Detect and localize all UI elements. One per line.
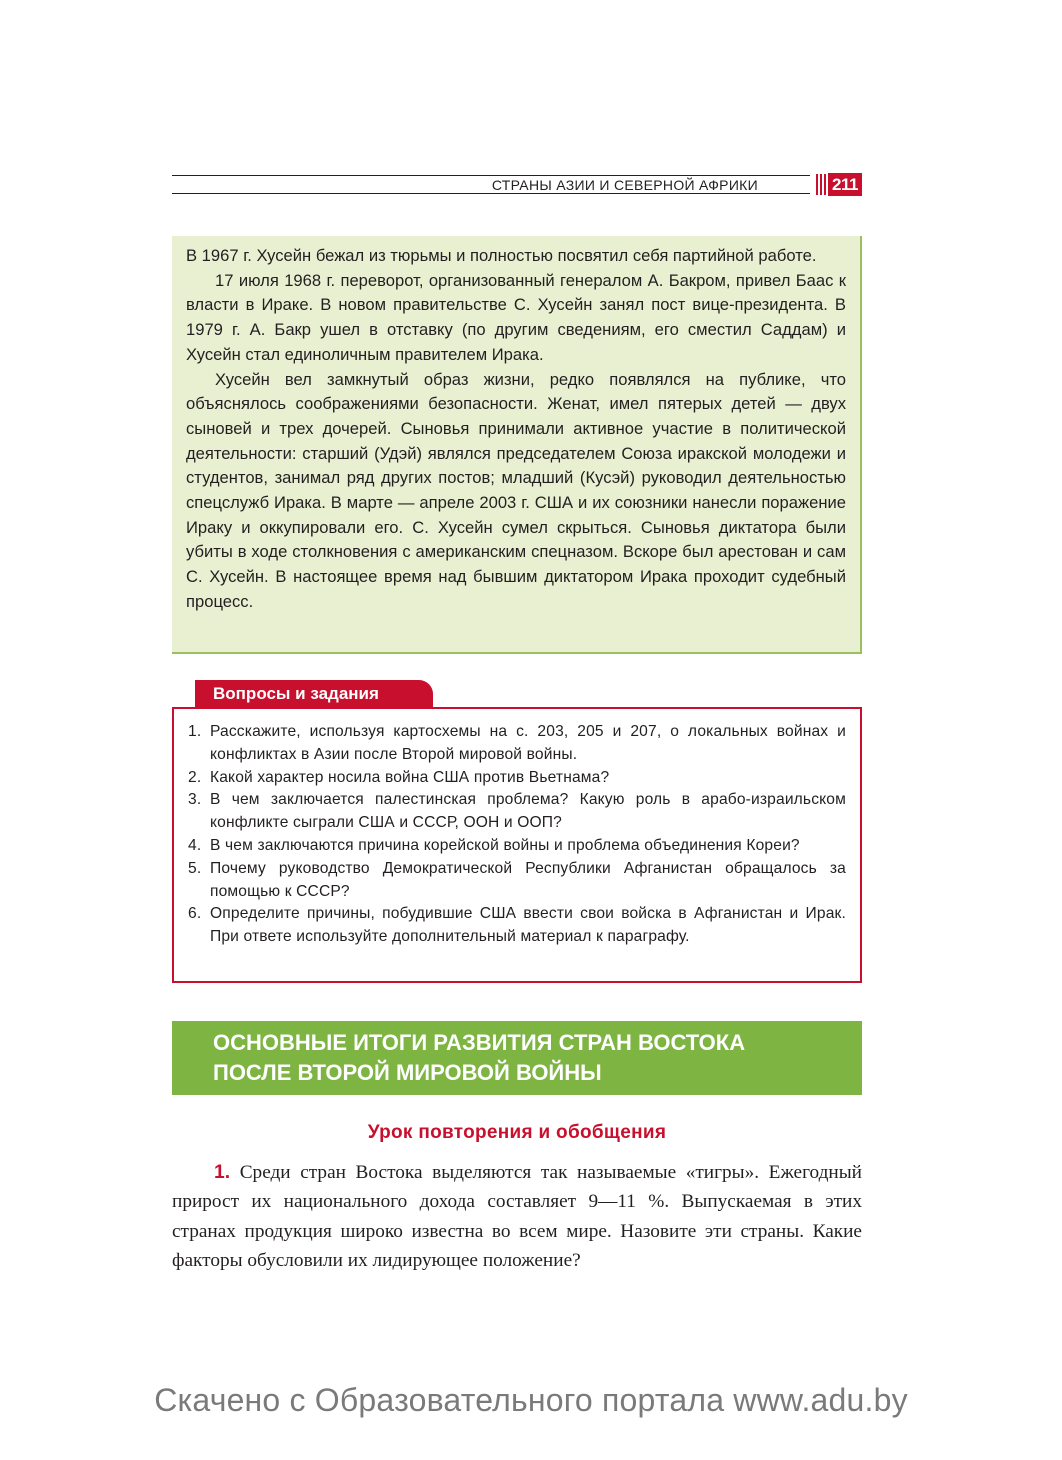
bio-paragraph: Хусейн вел замкнутый образ жизни, редко появлялся на публике, что объяснялось соображениями безопасности. Женат, имел пятерых детей — двух сыновей и трех дочерей. Сыновья принимали активное участие в политической деятельности: старший (Удэй) являлся председателем Союза иракской молодежи и студентов, занимал ряд других постов; младший (Кусэй) руководил деятельностью спецслужб Ирака. В марте — апреле 2003 г. США и их союзники нанесли поражение Ираку и оккупировали его. С. Хусейн сумел скрыться. Сыновья диктатора были убиты в ходе столкновения с американским спецназом. Вскоре был арестован и сам С. Хусейн. В настоящее время над бывшим диктатором Ирака проходит судебный процесс. xyxy=(186,369,846,611)
question-number: 4. xyxy=(188,836,202,854)
question-text: Какой характер носила война США против Вьетнама? xyxy=(210,768,610,786)
header-rule-bottom xyxy=(172,193,810,194)
question-number: 1. xyxy=(188,723,202,740)
questions-box xyxy=(172,707,862,983)
chapter-title-line2: ПОСЛЕ ВТОРОЙ МИРОВОЙ ВОЙНЫ xyxy=(213,1060,602,1085)
question-text: Почему руководство Демократической Республики Афганистан обращалось за помощью к СССР? xyxy=(210,859,846,900)
lesson-subtitle: Урок повторения и обобщения xyxy=(367,1122,667,1143)
question-number: 2. xyxy=(188,768,202,786)
bio-paragraph: В 1967 г. Хусейн бежал из тюрьмы и полностью посвятил себя партийной работе. xyxy=(186,246,817,265)
page-number: 211 xyxy=(828,173,862,196)
question-item xyxy=(188,721,846,767)
question-item xyxy=(188,789,846,835)
questions-heading: Вопросы и задания xyxy=(195,680,433,708)
question-text: Определите причины, побудившие США ввести свои войска в Афганистан и Ирак. При ответе используйте дополнительный материал к параграфу. xyxy=(210,905,846,946)
section-title: СТРАНЫ АЗИИ И СЕВЕРНОЙ АФРИКИ xyxy=(486,177,758,193)
question-text: В чем заключаются причина корейской войны и проблема объединения Кореи? xyxy=(210,836,800,854)
question-number: 3. xyxy=(188,791,202,809)
chapter-title-line1: ОСНОВНЫЕ ИТОГИ РАЗВИТИЯ СТРАН ВОСТОКА xyxy=(213,1030,746,1055)
header-rule-top xyxy=(172,175,810,176)
task-paragraph xyxy=(172,1158,862,1275)
questions-list xyxy=(188,721,846,949)
question-item xyxy=(188,903,846,949)
question-item xyxy=(188,767,846,790)
running-head xyxy=(172,172,862,198)
question-number: 5. xyxy=(188,859,202,877)
page-marker-bars xyxy=(816,174,826,195)
biography-box xyxy=(172,236,862,654)
download-watermark: Скачено с Образовательного портала www.adu.by xyxy=(154,1382,908,1418)
task-text: Среди стран Востока выделяются так называемые «тигры». Ежегодный прирост их национального дохода составляет 9—11 %. Выпускаемая в этих странах продукция широко известна во всем мире. Назовите эти страны. Какие факторы обусловили их лидирующее положение? xyxy=(172,1162,862,1271)
chapter-banner xyxy=(172,1021,862,1095)
question-text: Расскажите, используя картосхемы на с. 203, 205 и 207, о локальных войнах и конфликтах в Азии после Второй мировой войны. xyxy=(210,723,846,763)
bio-paragraph: 17 июля 1968 г. переворот, организованный генералом А. Бакром, привел Баас к власти в Ираке. В новом правительстве С. Хусейн занял пост вице-президента. В 1979 г. А. Бакр ушел в отставку (по другим сведениям, его сместил Саддам) и Хусейн стал единоличным правителем Ирака. xyxy=(186,270,846,364)
question-item xyxy=(188,858,846,904)
question-number: 6. xyxy=(188,905,202,923)
task-number: 1. xyxy=(214,1162,231,1183)
question-item xyxy=(188,835,846,858)
question-text: В чем заключается палестинская проблема? Какую роль в арабо-израильском конфликте сыграли США и СССР, ООН и ООП? xyxy=(210,791,846,832)
